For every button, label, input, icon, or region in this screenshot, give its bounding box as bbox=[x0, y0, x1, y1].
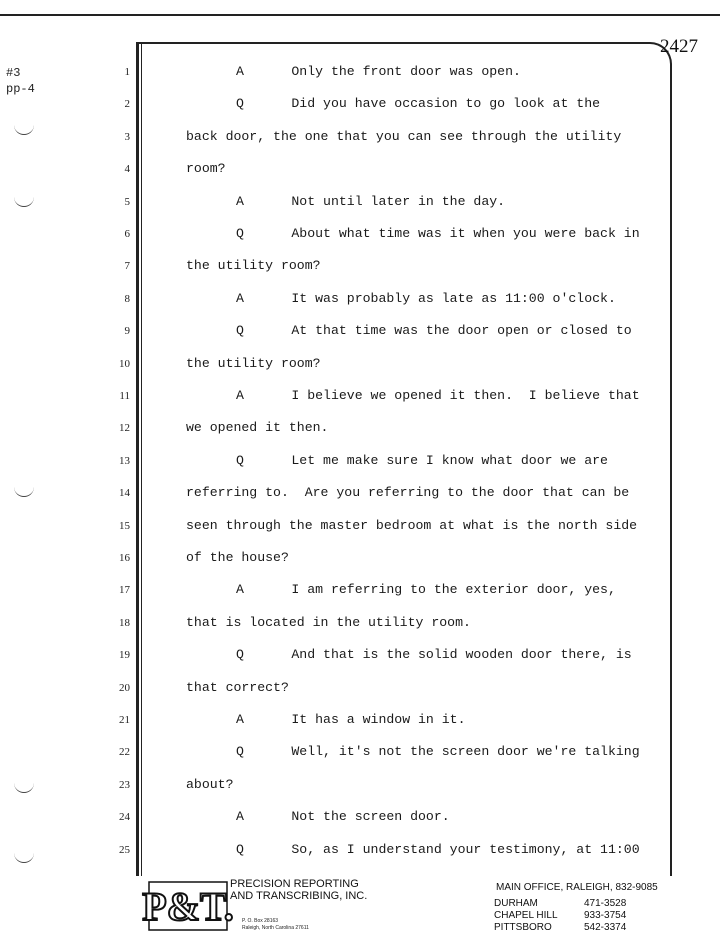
top-rule bbox=[0, 14, 720, 16]
transcript-line: we opened it then. bbox=[186, 420, 329, 436]
transcript-line: about? bbox=[186, 776, 234, 792]
transcript-line: seen through the master bedroom at what is the north side bbox=[186, 517, 638, 533]
transcript-line: of the house? bbox=[186, 550, 289, 565]
phone-city: CHAPEL HILL bbox=[494, 910, 558, 921]
line-number: 17 bbox=[119, 584, 130, 597]
page-frame-left bbox=[136, 42, 139, 876]
line-number: 12 bbox=[119, 422, 130, 435]
line-number: 25 bbox=[119, 843, 130, 856]
page-number: 2427 bbox=[660, 36, 698, 57]
transcript-line: A I believe we opened it then. I believe that bbox=[236, 388, 640, 403]
margin-hole-mark bbox=[14, 124, 34, 135]
line-number: 7 bbox=[124, 260, 130, 273]
line-number: 4 bbox=[124, 163, 130, 176]
phone-city: PITTSBORO bbox=[494, 922, 552, 933]
line-number: 20 bbox=[119, 681, 130, 694]
line-number: 8 bbox=[124, 292, 130, 305]
line-number: 13 bbox=[119, 454, 130, 467]
phone-row bbox=[494, 922, 644, 933]
transcript-line: Q And that is the solid wooden door there, is bbox=[236, 647, 632, 663]
company-address bbox=[242, 918, 309, 932]
transcript-line: A Not until later in the day. bbox=[236, 193, 506, 209]
margin-hole-mark bbox=[14, 486, 34, 497]
line-number: 9 bbox=[124, 325, 130, 338]
line-number: 21 bbox=[119, 714, 130, 726]
page-frame-right bbox=[670, 98, 672, 876]
company-name bbox=[230, 878, 367, 902]
transcript-line: Q So, as I understand your testimony, at 11:00 bbox=[236, 841, 640, 857]
line-number: 6 bbox=[124, 228, 130, 240]
transcript-line: A It was probably as late as 11:00 o'clock. bbox=[236, 290, 616, 306]
line-number: 5 bbox=[124, 195, 130, 208]
line-number: 24 bbox=[119, 811, 130, 824]
side-note-exhibit: #3 bbox=[6, 66, 21, 80]
transcript-line: referring to. Are you referring to the door that can be bbox=[186, 485, 630, 501]
margin-hole-mark bbox=[14, 852, 34, 863]
transcript-line: the utility room? bbox=[186, 355, 321, 371]
transcript-line: A Only the front door was open. bbox=[236, 64, 521, 79]
line-number: 15 bbox=[119, 519, 130, 532]
phone-city: DURHAM bbox=[494, 898, 538, 909]
line-number: 11 bbox=[119, 390, 130, 402]
company-logo bbox=[142, 878, 234, 932]
line-number: 19 bbox=[119, 649, 130, 662]
line-number: 18 bbox=[119, 616, 130, 629]
margin-hole-mark bbox=[14, 196, 34, 207]
transcript-line: room? bbox=[186, 161, 226, 177]
line-number: 14 bbox=[119, 487, 130, 500]
address-line1: P. O. Box 28163 bbox=[242, 918, 279, 924]
transcript-line: A Not the screen door. bbox=[236, 809, 450, 825]
side-note-pages: pp-4 bbox=[6, 82, 35, 96]
transcript-line: Q Well, it's not the screen door we're talking bbox=[236, 744, 640, 760]
page-frame-top bbox=[136, 42, 650, 44]
phone-number: 471-3528 bbox=[584, 898, 627, 909]
line-number: 16 bbox=[119, 552, 130, 564]
transcript-line: that is located in the utility room. bbox=[186, 614, 471, 630]
margin-hole-mark bbox=[14, 782, 34, 793]
transcript-line: that correct? bbox=[186, 679, 289, 695]
line-number: 1 bbox=[124, 66, 130, 78]
transcript-line: Q Let me make sure I know what door we are bbox=[236, 452, 608, 468]
transcript-line: the utility room? bbox=[186, 258, 321, 274]
phone-row bbox=[494, 910, 644, 921]
phone-row bbox=[494, 898, 644, 909]
transcript-line: Q About what time was it when you were back in bbox=[236, 226, 640, 241]
transcript-line: Q At that time was the door open or closed to bbox=[236, 323, 632, 339]
line-number: 2 bbox=[124, 98, 130, 111]
line-number: 23 bbox=[119, 778, 130, 791]
transcript-line: Q Did you have occasion to go look at the bbox=[236, 96, 601, 112]
line-number: 10 bbox=[119, 357, 130, 370]
transcript-line: A It has a window in it. bbox=[236, 712, 466, 727]
transcript-line: back door, the one that you can see through the utility bbox=[186, 128, 622, 144]
page-frame-left-inner bbox=[141, 42, 142, 876]
company-name-line2: AND TRANSCRIBING, INC. bbox=[230, 890, 368, 902]
phone-number: 933-3754 bbox=[584, 910, 627, 921]
main-office: MAIN OFFICE, RALEIGH, 832-9085 bbox=[496, 882, 658, 893]
line-number: 22 bbox=[119, 746, 130, 759]
logo-text: P&T. bbox=[142, 884, 234, 929]
phone-number: 542-3374 bbox=[584, 922, 627, 933]
address-line2: Raleigh, North Carolina 27611 bbox=[242, 925, 309, 931]
line-number: 3 bbox=[124, 130, 130, 143]
company-name-line1: PRECISION REPORTING bbox=[230, 878, 359, 890]
transcript-line: A I am referring to the exterior door, yes, bbox=[236, 582, 616, 598]
